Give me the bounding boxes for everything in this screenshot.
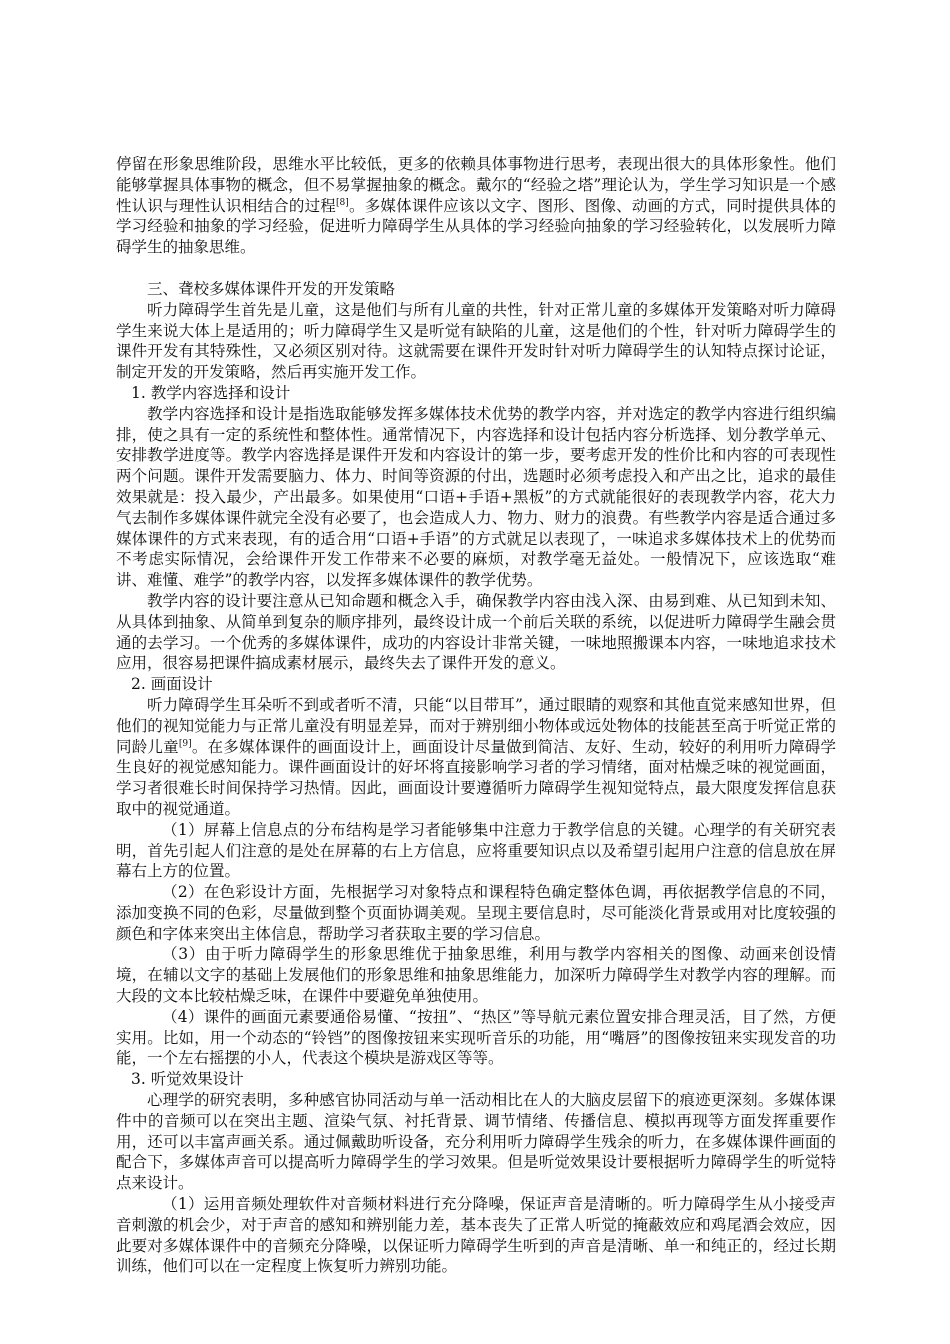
section-heading: 三、聋校多媒体课件开发的开发策略 <box>147 279 396 298</box>
intro-paragraph <box>116 154 836 258</box>
screen-design-text: 听力障碍学生耳朵听不到或者听不清，只能“以目带耳”，通过眼睛的观察和其他直觉来感知世界，但他们的视知觉能力与正常儿童没有明显差异，而对于辨别细小物体或远处物体的技能甚至高于听觉正常的同龄儿童 <box>116 695 836 756</box>
content-design-paragraph: 教学内容的设计要注意从已知命题和概念入手，确保教学内容由浅入深、由易到难、从已知到未知、从具体到抽象、从简单到复杂的顺序排列，最终设计成一个前后关联的系统，以促进听力障碍学生融会贯通的去学习。一个优秀的多媒体课件，成功的内容设计非常关键，一味地照搬课本内容，一味地追求技术应用，很容易把课件搞成素材展示，最终失去了课件开发的意义。 <box>116 591 836 673</box>
citation-ref: [9] <box>178 738 192 749</box>
screen-design-item-2: （2）在色彩设计方面，先根据学习对象特点和课程特色确定整体色调，再依据教学信息的不同，添加变换不同的色彩，尽量做到整个页面协调美观。呈现主要信息时，尽可能淡化背景或用对比度较强的颜色和字体来突出主体信息，帮助学习者获取主要的学习信息。 <box>116 883 836 943</box>
document-page <box>116 154 836 1277</box>
audio-design-item-1: （1）运用音频处理软件对音频材料进行充分降噪，保证声音是清晰的。听力障碍学生从小接受声音刺激的机会少，对于声音的感知和辨别能力差，基本丧失了正常人听觉的掩蔽效应和鸡尾酒会效应，因此要对多媒体课件中的音频充分降噪，以保证听力障碍学生听到的声音是清晰、单一和纯正的，经过长期训练，他们可以在一定程度上恢复听力辨别功能。 <box>116 1195 836 1276</box>
subsection-heading-content: 1. 教学内容选择和设计 <box>131 383 291 402</box>
screen-design-item-4: （4）课件的画面元素要通俗易懂、“按扭”、“热区”等导航元素位置安排合理灵活，目了然，方便实用。比如，用一个动态的“铃铛”的图像按钮来实现听音乐的功能，用“嘴唇”的图像按钮来实现发音的功能，一个左右摇摆的小人，代表这个模块是游戏区等等。 <box>116 1007 836 1068</box>
audio-design-paragraph: 心理学的研究表明，多种感官协同活动与单一活动相比在人的大脑皮层留下的痕迹更深刻。多媒体课件中的音频可以在突出主题、渲染气氛、衬托背景、调节情绪、传播信息、模拟再现等方面发挥重要作用，还可以丰富声画关系。通过佩戴助听设备，充分利用听力障碍学生残余的听力，在多媒体课件画面的配合下，多媒体声音可以提高听力障碍学生的学习效果。但是听觉效果设计要根据听力障碍学生的听觉特点来设计。 <box>116 1091 836 1193</box>
intro-text-continued: 。多媒体课件应该以文字、图形、图像、动画的方式，同时提供具体的学习经验和抽象的学习经验，促进听力障碍学生从具体的学习经验向抽象的学习经验转化，以发展听力障碍学生的抽象思维。 <box>116 196 836 257</box>
screen-design-paragraph <box>116 695 836 820</box>
subsection-heading-screen: 2. 画面设计 <box>131 675 213 694</box>
citation-ref: [8] <box>336 197 349 208</box>
content-selection-paragraph: 教学内容选择和设计是指选取能够发挥多媒体技术优势的教学内容，并对选定的教学内容进行组织编排，使之具有一定的系统性和整体性。通常情况下，内容选择和设计包括内容分析选择、划分教学单元、安排教学进度等。教学内容选择是课件开发和内容设计的第一步，要考虑开发的性价比和内容的可表现性两个问题。课件开发需要脑力、体力、时间等资源的付出，选题时必须考虑投入和产出之比，追求的最佳效果就是：投入最少，产出最多。如果使用“口语+手语+黑板”的方式就能很好的表现教学内容，花大力气去制作多媒体课件就完全没有必要了，也会造成人力、物力、财力的浪费。有些教学内容是适合通过多媒体课件的方式来表现，有的适合用“口语+手语”的方式就足以表现了，一味追求多媒体技术上的优势而不考虑实际情况，会给课件开发工作带来不必要的麻烦，对教学毫无益处。一般情况下，应该选取“难讲、难懂、难学”的教学内容，以发挥多媒体课件的教学优势。 <box>116 404 836 590</box>
section-spacer <box>116 258 836 279</box>
subsection-heading-audio: 3. 听觉效果设计 <box>131 1070 244 1089</box>
screen-design-text-continued: 。在多媒体课件的画面设计上，画面设计尽量做到简洁、友好、生动，较好的利用听力障碍学生良好的视觉感知能力。课件画面设计的好坏将直接影响学习者的学习情绪，面对枯燥乏味的视觉画面，学习者很难长时间保持学习热情。因此，画面设计要遵循听力障碍学生视知觉特点，最大限度发挥信息获取中的视觉通道。 <box>116 737 836 818</box>
section-intro-paragraph: 听力障碍学生首先是儿童，这是他们与所有儿童的共性，针对正常儿童的多媒体开发策略对听力障碍学生来说大体上是适用的；听力障碍学生又是听觉有缺陷的儿童，这是他们的个性，针对听力障碍学生的课件开发有其特殊性，又必须区别对待。这就需要在课件开发时针对听力障碍学生的认知特点探讨论证，制定开发的开发策略，然后再实施开发工作。 <box>116 300 836 382</box>
intro-text: 停留在形象思维阶段，思维水平比较低，更多的依赖具体事物进行思考，表现出很大的具体形象性。他们能够掌握具体事物的概念，但不易掌握抽象的概念。戴尔的“经验之塔”理论认为，学生学习知识是一个感性认识与理性认识相结合的过程 <box>116 155 836 215</box>
screen-design-item-3: （3）由于听力障碍学生的形象思维优于抽象思维，利用与教学内容相关的图像、动画来创设情境，在辅以文字的基础上发展他们的形象思维和抽象思维能力，加深听力障碍学生对教学内容的理解。而大段的文本比较枯燥乏味，在课件中要避免单独使用。 <box>116 945 836 1006</box>
screen-design-item-1: （1）屏幕上信息点的分布结构是学习者能够集中注意力于教学信息的关键。心理学的有关研究表明，首先引起人们注意的是处在屏幕的右上方信息，应将重要知识点以及希望引起用户注意的信息放在屏幕右上方的位置。 <box>116 820 836 881</box>
